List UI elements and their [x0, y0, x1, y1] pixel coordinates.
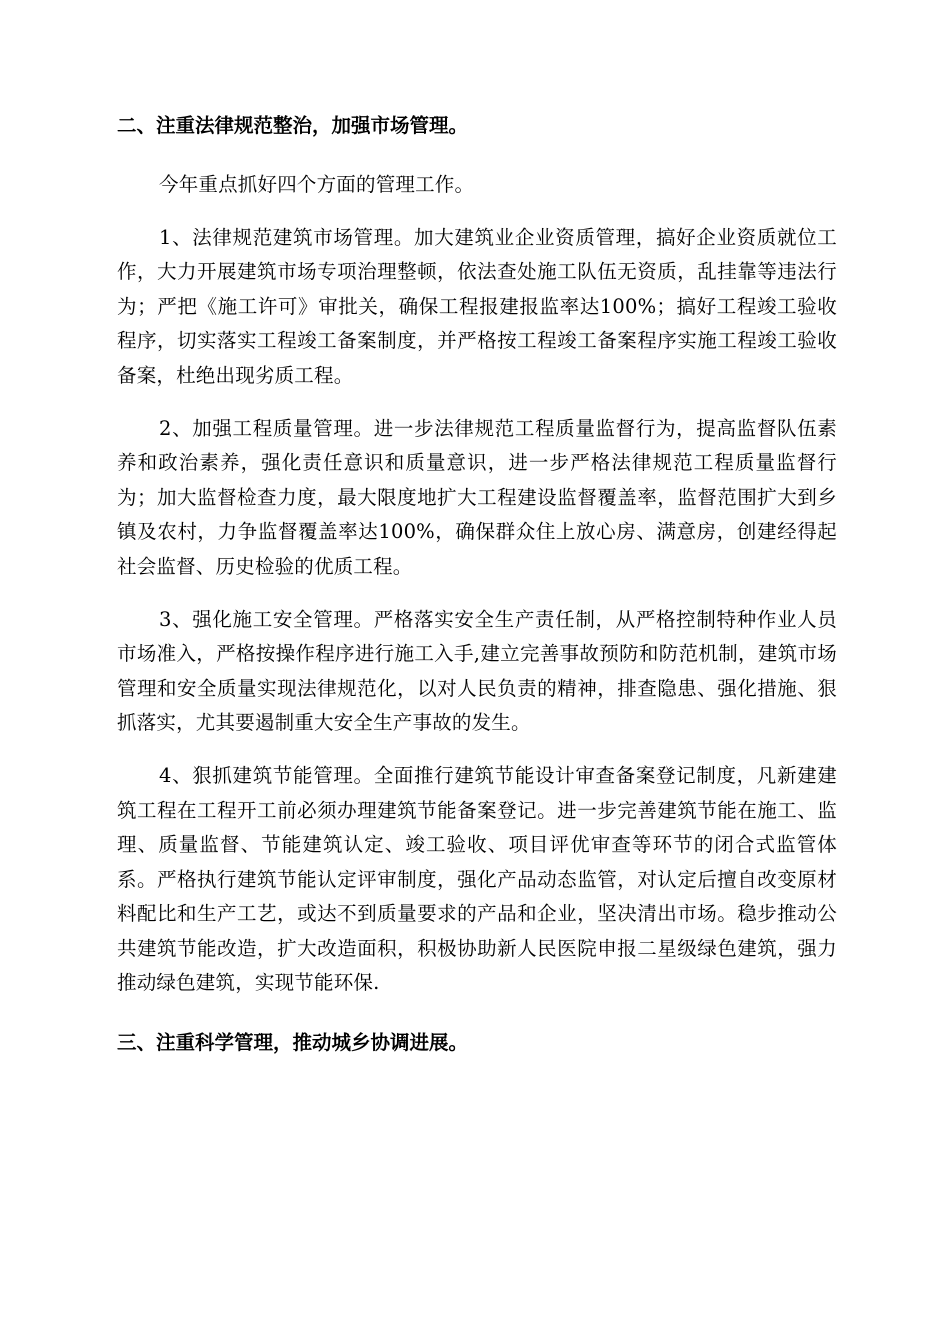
intro-paragraph: 今年重点抓好四个方面的管理工作。: [159, 173, 475, 196]
document-page: [117, 110, 837, 1059]
section-heading-2: 二、注重法律规范整治，加强市场管理。: [117, 114, 469, 137]
paragraph-item-3: 3、强化施工安全管理。严格落实安全生产责任制，从严格控制特种作业人员市场准入，严格按操作程序进行施工入手,建立完善事故预防和防范机制，建筑市场管理和安全质量实现法律规范化，以对人民负责的精神，排查隐患、强化措施、狠抓落实，尤其要遏制重大安全生产事故的发生。: [117, 607, 837, 735]
paragraph-item-2: 2、加强工程质量管理。进一步法律规范工程质量监督行为，提高监督队伍素养和政治素养，强化责任意识和质量意识，进一步严格法律规范工程质量监督行为；加大监督检查力度，最大限度地扩大工程建设监督覆盖率，监督范围扩大到乡镇及农村，力争监督覆盖率达100%，确保群众住上放心房、满意房，创建经得起社会监督、历史检验的优质工程。: [117, 416, 837, 578]
section-heading-3: 三、注重科学管理，推动城乡协调进展。: [117, 1031, 469, 1055]
paragraph-item-1: 1、法律规范建筑市场管理。加大建筑业企业资质管理，搞好企业资质就位工作，大力开展建筑市场专项治理整顿，依法查处施工队伍无资质，乱挂靠等违法行为；严把《施工许可》审批关，确保工程报建报监率达100%；搞好工程竣工验收程序，切实落实工程竣工备案制度，并严格按工程竣工备案程序实施工程竣工验收备案，杜绝出现劣质工程。: [117, 225, 837, 387]
paragraph-item-4: 4、狠抓建筑节能管理。全面推行建筑节能设计审查备案登记制度，凡新建建筑工程在工程开工前必须办理建筑节能备案登记。进一步完善建筑节能在施工、监理、质量监督、节能建筑认定、竣工验收、项目评优审查等环节的闭合式监管体系。严格执行建筑节能认定评审制度，强化产品动态监管，对认定后擅自改变原材料配比和生产工艺，或达不到质量要求的产品和企业，坚决清出市场。稳步推动公共建筑节能改造，扩大改造面积，积极协助新人民医院申报二星级绿色建筑，强力推动绿色建筑，实现节能环保.: [117, 763, 837, 995]
